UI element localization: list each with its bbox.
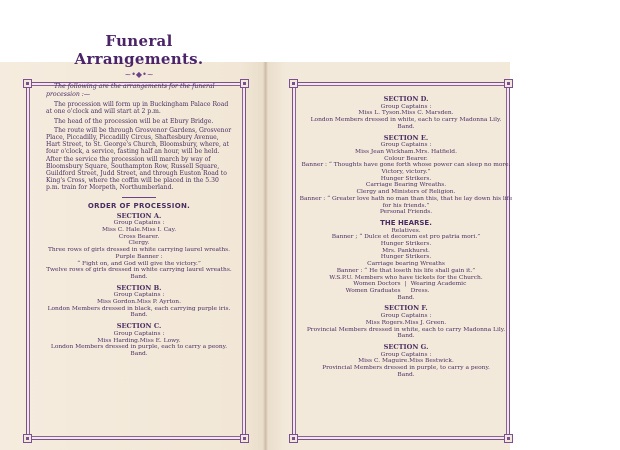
procession-line: Banner ; “ Dulce et decorum est pro patria mori.”	[331, 234, 481, 241]
left-page-content	[46, 32, 232, 362]
captain-name: Miss Rogers.	[365, 319, 405, 326]
band-line: Band.	[397, 123, 415, 130]
page-fold	[263, 62, 268, 450]
section-e	[296, 135, 516, 216]
brace: |	[404, 281, 407, 288]
procession-line: Carriage Bearing Wreaths.	[365, 182, 447, 189]
captain-name: Miss J. Green.	[404, 319, 447, 326]
procession-line: London Members dressed in black, each carrying purple iris.	[47, 305, 231, 312]
procession-line: Hunger Strikers.	[380, 175, 432, 182]
section-a	[46, 213, 232, 281]
captain-name: Miss P. Ayrton.	[136, 299, 181, 306]
band-line: Band.	[130, 273, 148, 280]
academic-group	[296, 281, 516, 294]
procession-line: Hunger Strikers.	[380, 254, 432, 261]
procession-line: Mrs. Pankhurst.	[382, 247, 430, 254]
procession-line: Twelve rows of girls dressed in white carrying laurel wreaths.	[46, 267, 232, 274]
procession-line: Banner : “ He that loseth his life shall gain it.”	[336, 267, 476, 274]
band-line: Band.	[130, 350, 148, 357]
procession-line: Colour Bearer.	[384, 155, 428, 162]
corner-ornament	[240, 434, 249, 443]
order-heading: ORDER OF PROCESSION.	[87, 201, 191, 210]
right-page-content	[296, 96, 516, 382]
captain-name: Miss Bestwick.	[409, 358, 454, 365]
section-g	[296, 344, 516, 379]
captains-label: Group Captains :	[380, 313, 432, 320]
procession-line: Provincial Members dressed in white, each to carry Madonna Lily.	[306, 326, 506, 333]
procession-line: Purple Banner :	[115, 253, 163, 260]
corner-ornament	[23, 434, 32, 443]
captain-name: Miss C. Marsden.	[401, 110, 454, 117]
section-title: SECTION C.	[116, 322, 162, 331]
procession-line: Cross Bearer.	[118, 233, 160, 240]
band-line: Band.	[397, 333, 415, 340]
captain-name: Miss Jean Wickham.	[355, 148, 416, 155]
corner-ornament	[289, 79, 298, 88]
procession-line: Provincial Members dressed in purple, to carry a peony.	[322, 365, 490, 372]
section-c	[46, 323, 232, 358]
page-title: Funeral Arrangements.	[74, 32, 204, 68]
divider	[122, 197, 156, 198]
hearse-heading: THE HEARSE.	[380, 218, 432, 227]
procession-line: Clergy.	[128, 240, 150, 247]
corner-ornament	[504, 79, 513, 88]
procession-line: Relatives.	[391, 227, 421, 234]
captain-name: Miss C. Hale.	[101, 227, 142, 234]
captains-label: Group Captains :	[380, 351, 432, 358]
captain-name: Mrs. Hatfield.	[415, 148, 457, 155]
title-ornament: ~•◆•~	[124, 70, 154, 79]
section-title: SECTION D.	[383, 95, 429, 103]
captains-label: Group Captains :	[380, 142, 432, 149]
dress-note: Wearing Academic	[410, 281, 467, 288]
procession-line: Carriage bearing Wreaths	[367, 261, 445, 268]
group-name: Women Doctors	[353, 281, 401, 288]
corner-ornament	[289, 434, 298, 443]
corner-ornament	[23, 79, 32, 88]
procession-line: Three rows of girls dressed in white carrying laurel wreaths.	[47, 247, 231, 254]
section-title: SECTION E.	[383, 133, 429, 142]
captains-label: Group Captains :	[113, 220, 165, 227]
section-title: SECTION B.	[116, 283, 162, 292]
procession-line: W.S.P.U. Members who have tickets for the Church.	[329, 274, 483, 281]
captain-name: Miss Harding.	[97, 337, 140, 344]
group-name: Women Graduates	[345, 287, 401, 294]
procession-line: London Members dressed in white, each to carry Madonna Lily.	[310, 117, 502, 124]
paragraph: The route will be through Grosvenor Gardens, Grosvenor Place, Piccadilly, Piccadilly Circus, Shaftesbury Avenue, Hart Street, to St. George's Church, Bloomsbury, where, at four o'clock, a service, fasting half an hour, will be held. After the service the procession will march by way of Bloomsbury Square, Southampton Row, Russell Square, Guildford Street, Judd Street, and through Euston Road to King's Cross, where the coffin will be placed in the 5.30 p.m. train for Morpeth, Northumberland.	[46, 126, 232, 192]
paragraph: The procession will form up in Buckingham Palace Road at one o'clock and will start at 2 p.m.	[46, 101, 229, 116]
captain-name: Miss Gordon.	[97, 299, 137, 306]
dress-note: Dress.	[410, 287, 430, 294]
procession-line: Personal Friends.	[379, 209, 433, 216]
captain-name: Miss L. Tyson.	[358, 110, 402, 117]
section-title: SECTION G.	[383, 342, 429, 351]
band-line: Band.	[397, 294, 415, 301]
procession-line: “ Fight on, and God will give the victory.”	[77, 260, 201, 267]
band-line: Band.	[397, 371, 415, 378]
captains-label: Group Captains :	[380, 103, 432, 110]
section-f	[296, 305, 516, 340]
corner-ornament	[240, 79, 249, 88]
procession-line: Hunger Strikers.	[380, 241, 432, 248]
procession-line: London Members dressed in purple, each to carry a peony.	[50, 344, 228, 351]
procession-line: Banner : “ Greater love hath no man than this, that he lay down his life for his friends.”	[299, 195, 513, 209]
captains-label: Group Captains :	[113, 292, 165, 299]
section-d	[296, 96, 516, 131]
section-title: SECTION F.	[384, 304, 428, 313]
captains-label: Group Captains :	[113, 330, 165, 337]
intro-text: The following are the arrangements for the funeral procession :—	[46, 83, 215, 98]
band-line: Band.	[130, 312, 148, 319]
procession-line: Clergy and Ministers of Religion.	[356, 189, 456, 196]
corner-ornament	[504, 434, 513, 443]
hearse-section	[296, 220, 516, 301]
captain-name: Miss I. Cay.	[141, 227, 177, 234]
paragraph: The head of the procession will be at Ebury Bridge.	[54, 117, 214, 125]
section-b	[46, 285, 232, 320]
captain-name: Miss E. Lowy.	[139, 337, 181, 344]
procession-line: Banner : “ Thoughts have gone forth whose power can sleep no more. Victory, victory.”	[301, 162, 511, 176]
section-title: SECTION A.	[116, 211, 162, 220]
captain-name: Miss C. Maguire.	[358, 358, 410, 365]
